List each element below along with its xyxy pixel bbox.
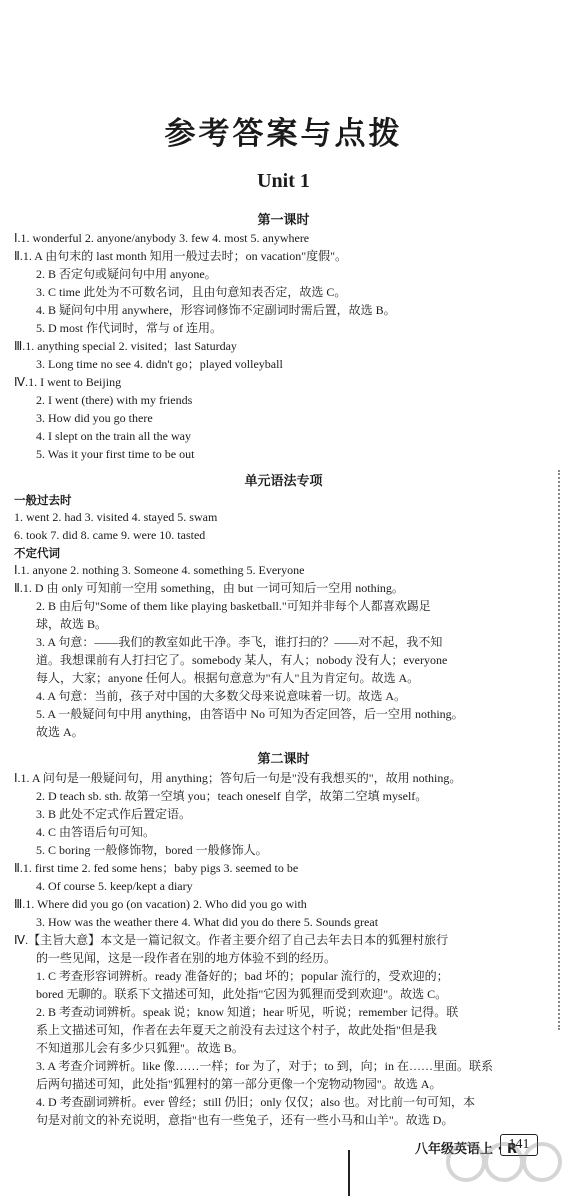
unit-title: Unit 1	[257, 170, 310, 192]
answer-line: 球，故选 B。	[36, 617, 108, 631]
answer-line: 4. Of course 5. keep/kept a diary	[36, 879, 193, 893]
answer-line: 5. A 一般疑问句中用 anything，由答语中 No 可知为否定回答，后一空用 nothing。	[36, 707, 464, 721]
answer-line: Ⅱ.1. first time 2. fed some hens；baby pigs 3. seemed to be	[14, 861, 299, 875]
answer-line: 的一些见闻，这是一段作者在别的地方体验不到的经历。	[36, 951, 337, 965]
answer-line: 后两句描述可知，此处指"狐狸村的第一部分更像一个宠物动物园"。故选 A。	[36, 1077, 442, 1091]
subsection-title-indefinite-pronouns: 不定代词	[14, 546, 60, 560]
answer-line: Ⅲ.1. anything special 2. visited；last Saturday	[14, 339, 237, 353]
watermark-logo-icon	[444, 1130, 564, 1200]
answer-line: 不知道那儿会有多少只狐狸"。故选 B。	[36, 1041, 244, 1055]
page-number: 141	[500, 1134, 538, 1156]
answer-line: Ⅱ.1. D 由 only 可知前一空用 something，由 but 一词可知后一空用 nothing。	[14, 581, 404, 595]
answer-line: 3. Long time no see 4. didn't go；played volleyball	[36, 357, 283, 371]
answer-line: 5. C boring 一般修饰物，bored 一般修饰人。	[36, 843, 268, 857]
answer-line: Ⅰ.1. anyone 2. nothing 3. Someone 4. something 5. Everyone	[14, 563, 305, 577]
section-title-lesson1: 第一课时	[257, 213, 310, 228]
answer-line: 每人，大家；anyone 任何人。根据句意意为"有人"且为肯定句。故选 A。	[36, 671, 420, 685]
answer-line: 3. How was the weather there 4. What did you do there 5. Sounds great	[36, 915, 379, 929]
answer-line: 句是对前文的补充说明，意指"也有一些兔子，还有一些小马和山羊"。故选 D。	[36, 1113, 454, 1127]
answer-line: 2. B 由后句"Some of them like playing basketball."可知并非每个人都喜欢踢足	[36, 599, 431, 613]
answer-line: 4. D 考查副词辨析。ever 曾经；still 仍旧；only 仅仅；also 也。对比前一句可知，本	[36, 1095, 475, 1109]
section-title-lesson2: 第二课时	[257, 752, 310, 767]
section-title-grammar: 单元语法专项	[244, 474, 323, 489]
answer-line: 3. How did you go there	[36, 411, 153, 425]
answer-line: 4. C 由答语后句可知。	[36, 825, 156, 839]
answer-line: Ⅱ.1. A 由句末的 last month 知用一般过去时；on vacation"度假"。	[14, 249, 348, 263]
page-title: 参考答案与点拨	[164, 116, 403, 152]
answer-line: 5. Was it your first time to be out	[36, 447, 195, 461]
answer-line: bored 无聊的。联系下文描述可知，此处指"它因为狐狸而受到欢迎"。故选 C。	[36, 987, 448, 1001]
answer-line: 道。我想课前有人打扫它了。somebody 某人，有人；nobody 没有人；everyone	[36, 653, 448, 667]
answer-line: 6. took 7. did 8. came 9. were 10. tasted	[14, 528, 206, 542]
answer-line: 2. B 否定句或疑问句中用 anyone。	[36, 267, 217, 281]
answer-line: 3. C time 此处为不可数名词，且由句意知表否定，故选 C。	[36, 285, 347, 299]
answer-line: 5. D most 作代词时，常与 of 连用。	[36, 321, 223, 335]
answer-line: Ⅳ.【主旨大意】本文是一篇记叙文。作者主要介绍了自己去年去日本的狐狸村旅行	[14, 933, 449, 947]
answer-line: 4. B 疑问句中用 anywhere，形容词修饰不定副词时需后置，故选 B。	[36, 303, 396, 317]
answer-line: Ⅳ.1. I went to Beijing	[14, 375, 122, 389]
subsection-title-past-tense: 一般过去时	[14, 493, 72, 507]
answer-line: 2. D teach sb. sth. 故第一空填 you；teach oneself 自学，故第二空填 myself。	[36, 789, 428, 803]
bottom-divider	[348, 1150, 350, 1196]
margin-dotted-line	[558, 470, 560, 1030]
answer-line: 2. I went (there) with my friends	[36, 393, 193, 407]
answer-line: 4. I slept on the train all the way	[36, 429, 191, 443]
answer-line: 故选 A。	[36, 725, 84, 739]
answer-line: Ⅰ.1. wonderful 2. anyone/anybody 3. few 4. most 5. anywhere	[14, 231, 310, 245]
answer-line: Ⅰ.1. A 问句是一般疑问句，用 anything；答句后一句是"没有我想买的"，故用 nothing。	[14, 771, 462, 785]
answer-line: 系上文描述可知，作者在去年夏天之前没有去过这个村子，故此处指"但是我	[36, 1023, 437, 1037]
answer-line: 4. A 句意：当前，孩子对中国的大多数父母来说意味着一切。故选 A。	[36, 689, 407, 703]
footer-subject: 八年级英语上 · R	[415, 1142, 518, 1157]
answer-line: 3. A 句意：——我们的教室如此干净。李飞，谁打扫的？——对不起，我不知	[36, 635, 443, 649]
answer-line: 1. C 考查形容词辨析。ready 准备好的；bad 坏的；popular 流行的，受欢迎的；	[36, 969, 449, 983]
answer-line: 1. went 2. had 3. visited 4. stayed 5. swam	[14, 510, 218, 524]
answer-line: Ⅲ.1. Where did you go (on vacation) 2. Who did you go with	[14, 897, 307, 911]
answer-line: 2. B 考查动词辨析。speak 说；know 知道；hear 听见，听说；remember 记得。联	[36, 1005, 459, 1019]
answer-line: 3. A 考查介词辨析。like 像……一样；for 为了，对于；to 到，向；in 在……里面。联系	[36, 1059, 493, 1073]
answer-line: 3. B 此处不定式作后置定语。	[36, 807, 192, 821]
